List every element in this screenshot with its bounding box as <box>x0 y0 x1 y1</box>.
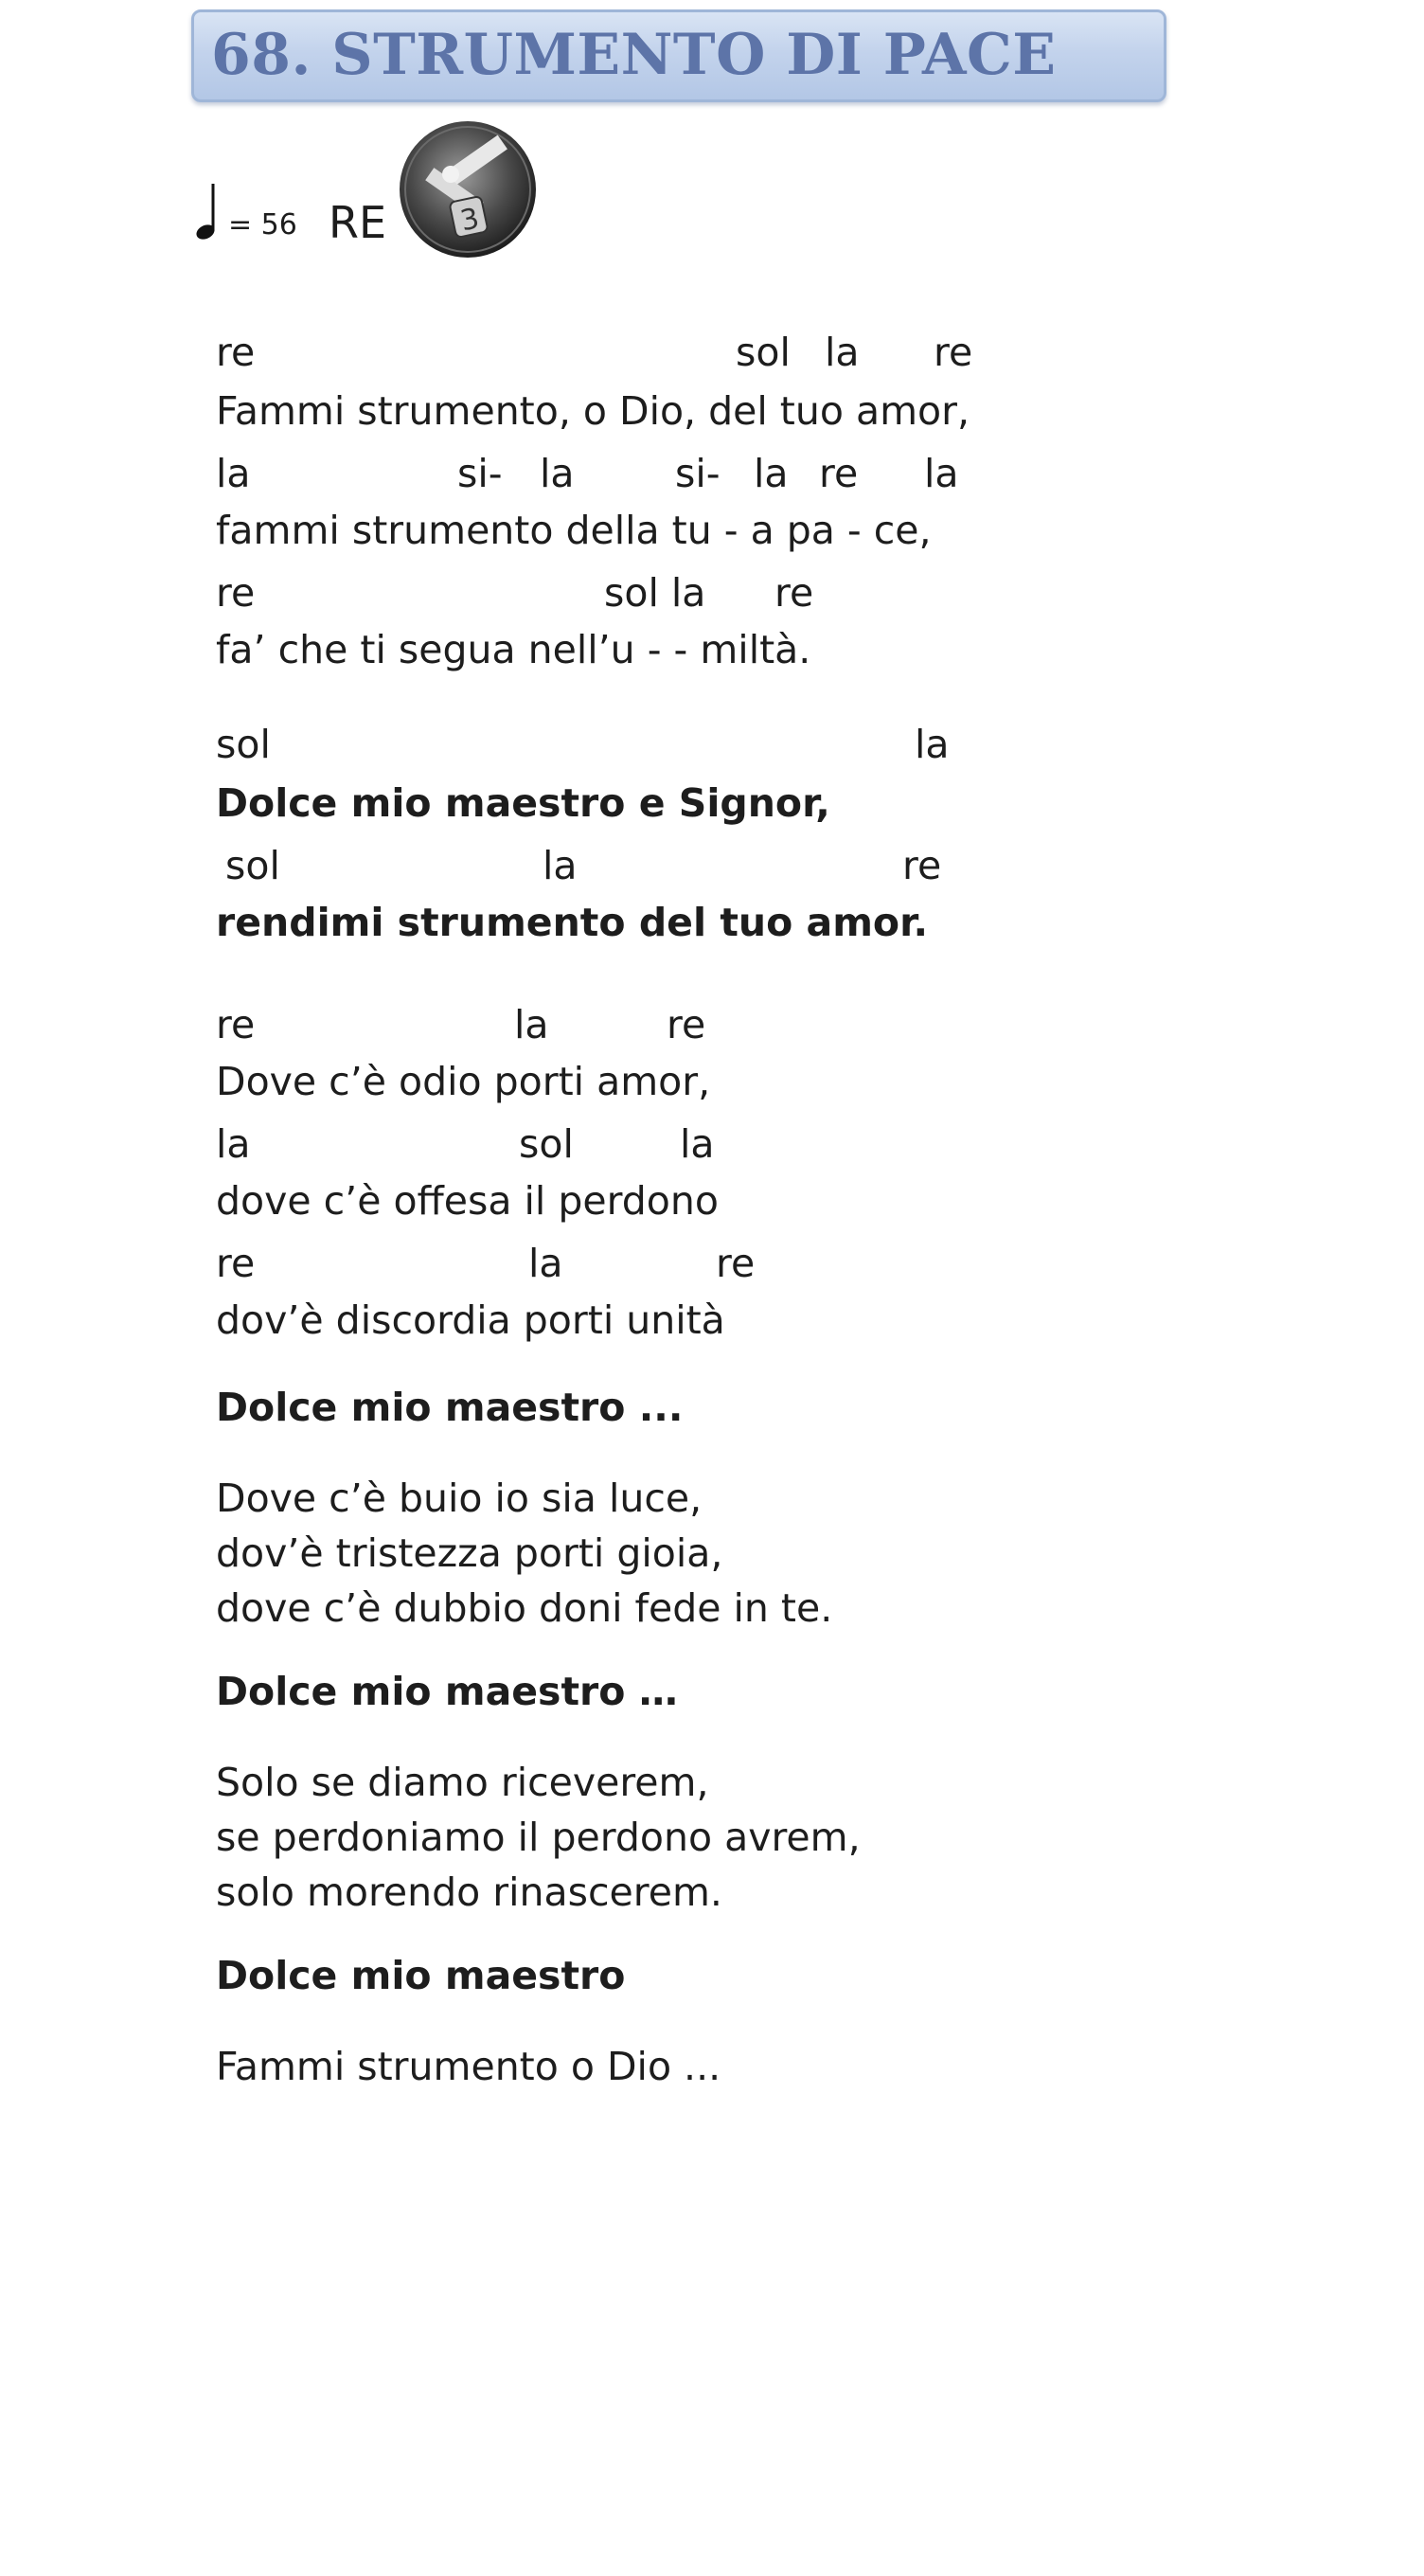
chord-line <box>216 1116 1068 1172</box>
chord: re <box>934 330 973 375</box>
chord-line <box>216 716 1068 773</box>
chorus-line: Dolce mio maestro e Signor, <box>216 780 830 826</box>
ending-line: Fammi strumento o Dio ... <box>216 2044 721 2089</box>
guitar-cd-icon <box>396 117 540 261</box>
chord: la <box>915 722 950 767</box>
chord-line <box>216 1235 1068 1292</box>
lyric-line: Solo se diamo riceverem, <box>216 1760 709 1805</box>
chord: re <box>902 843 942 888</box>
badge-number: 3 <box>457 202 483 239</box>
chord: re <box>774 570 814 616</box>
chord: sol <box>225 843 280 888</box>
chord: re <box>667 1002 706 1047</box>
chord: la <box>540 451 575 496</box>
lyric-line: dov’è discordia porti unità <box>216 1297 725 1343</box>
chord: la <box>216 1121 251 1167</box>
chord: si- <box>457 451 503 496</box>
chorus-line: rendimi strumento del tuo amor. <box>216 900 929 945</box>
chord: re <box>216 1002 256 1047</box>
lyric-line: Dove c’è buio io sia luce, <box>216 1476 703 1521</box>
chord: la <box>543 843 578 888</box>
chord: la <box>216 451 251 496</box>
tempo-value: = 56 <box>228 208 297 242</box>
chord-line <box>216 564 1068 621</box>
chord: sol <box>736 330 791 375</box>
chord: re <box>216 1241 256 1286</box>
refrain-line: Dolce mio maestro <box>216 1953 626 1998</box>
refrain-line: Dolce mio maestro … <box>216 1669 678 1714</box>
song-title: 68. STRUMENTO DI PACE <box>211 22 1057 88</box>
title-banner <box>191 9 1166 102</box>
chord: sol <box>519 1121 574 1167</box>
key-label: RE <box>329 197 387 248</box>
refrain-line: Dolce mio maestro ... <box>216 1385 684 1430</box>
lyric-line: dove c’è offesa il perdono <box>216 1178 719 1224</box>
lyric-line: dove c’è dubbio doni fede in te. <box>216 1585 833 1631</box>
lyric-line: se perdoniamo il perdono avrem, <box>216 1815 861 1860</box>
chord-line <box>216 837 1068 894</box>
chord: si- <box>675 451 721 496</box>
chord-line <box>216 324 1068 381</box>
lyric-line: Dove c’è odio porti amor, <box>216 1059 711 1104</box>
chord: re <box>216 330 256 375</box>
chord: re <box>716 1241 756 1286</box>
chord: sol <box>216 722 271 767</box>
lyric-line: fammi strumento della tu - a pa - ce, <box>216 508 932 553</box>
quarter-note-icon <box>194 180 222 246</box>
chord-line <box>216 996 1068 1053</box>
lyric-line: fa’ che ti segua nell’u - - miltà. <box>216 627 811 672</box>
chord: la <box>680 1121 715 1167</box>
chord: la <box>528 1241 563 1286</box>
chord: re <box>216 570 256 616</box>
chord: sol la <box>604 570 706 616</box>
lyric-line: dov’è tristezza porti gioia, <box>216 1530 723 1576</box>
lyric-line: solo morendo rinascerem. <box>216 1869 722 1915</box>
chord: la <box>514 1002 549 1047</box>
chord: la <box>924 451 959 496</box>
chord: la <box>825 330 860 375</box>
chord-line <box>216 445 1068 502</box>
chord: re <box>819 451 859 496</box>
chord: la <box>754 451 789 496</box>
lyric-line: Fammi strumento, o Dio, del tuo amor, <box>216 388 970 434</box>
